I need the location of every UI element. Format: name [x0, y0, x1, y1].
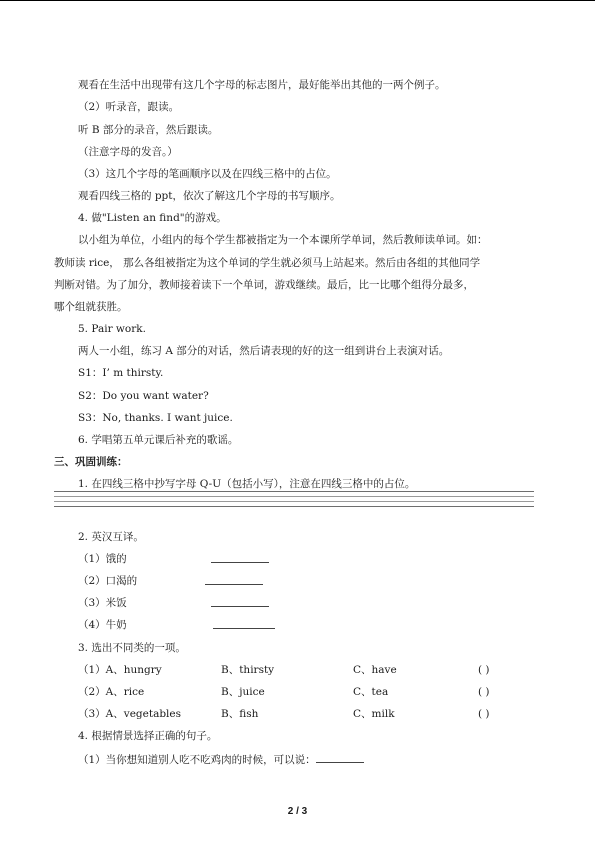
- answer-blank[interactable]: [205, 573, 263, 585]
- page-top-border: [0, 0, 595, 1]
- option-b: B、fish: [221, 708, 259, 720]
- translate-item-label: （1）饿的: [78, 553, 127, 565]
- answer-blank[interactable]: [211, 551, 269, 563]
- question-2: 2. 英汉互译。: [78, 531, 144, 543]
- text-line: 4. 做"Listen an find"的游戏。: [78, 212, 227, 224]
- text-line: 哪个组就获胜。: [54, 301, 128, 313]
- text-line: 教师读 rice， 那么各组被指定为这个单词的学生就必须马上站起来。然后由各组的其他同学: [54, 257, 481, 269]
- text-line: S3：No, thanks. I want juice.: [78, 412, 233, 424]
- text-line: S1：I’ m thirsty.: [78, 367, 164, 379]
- text-line: 6. 学唱第五单元课后补充的歌谣。: [78, 434, 239, 446]
- option-c: C、milk: [353, 708, 395, 720]
- answer-blank[interactable]: [211, 595, 269, 607]
- text-line: 5. Pair work.: [78, 323, 146, 335]
- text-line: 听 B 部分的录音，然后跟读。: [78, 124, 219, 136]
- text-line: S2：Do you want water?: [78, 390, 209, 402]
- option-a: （3）A、vegetables: [78, 708, 182, 720]
- answer-parentheses[interactable]: ( ): [478, 664, 490, 676]
- answer-blank[interactable]: [213, 617, 275, 629]
- question-3: 3. 选出不同类的一项。: [78, 642, 186, 654]
- text-line: （注意字母的发音。）: [78, 146, 178, 158]
- text-line: （3）这几个字母的笔画顺序以及在四线三格中的占位。: [78, 168, 337, 180]
- option-a: （2）A、rice: [78, 686, 145, 698]
- text-line: 以小组为单位，小组内的每个学生都被指定为一个本课所学单词，然后教师读单词。如：: [78, 234, 488, 246]
- text-line: 判断对错。为了加分，教师接着读下一个单词，游戏继续。最后，比一比哪个组得分最多，: [54, 279, 474, 291]
- page-number: 2 / 3: [287, 806, 308, 817]
- four-line-grid: [54, 491, 534, 511]
- answer-parentheses[interactable]: ( ): [478, 708, 490, 720]
- question-4-1-text: （1）当你想知道别人吃不吃鸡肉的时候，可以说：: [78, 754, 316, 766]
- answer-parentheses[interactable]: ( ): [478, 686, 490, 698]
- option-b: B、thirsty: [221, 664, 275, 676]
- text-line: 观看四线三格的 ppt，依次了解这几个字母的书写顺序。: [78, 190, 341, 202]
- question-4-1: [78, 751, 364, 767]
- section-heading: 三、巩固训练：: [54, 456, 128, 468]
- option-a: （1）A、hungry: [78, 664, 162, 676]
- text-line: 两人一小组，练习 A 部分的对话，然后请表现的好的这一组到讲台上表演对话。: [78, 345, 450, 357]
- translate-item-label: （3）米饭: [78, 597, 127, 609]
- translate-item-label: （2）口渴的: [78, 575, 138, 587]
- translate-item-label: （4）牛奶: [78, 619, 127, 631]
- translate-item: [78, 618, 127, 632]
- question-1: 1. 在四线三格中抄写字母 Q-U（包括小写），注意在四线三格中的占位。: [78, 478, 416, 490]
- text-line: 观看在生活中出现带有这几个字母的标志图片，最好能举出其他的一两个例子。: [78, 79, 446, 91]
- answer-blank[interactable]: [316, 751, 364, 763]
- question-4: 4. 根据情景选择正确的句子。: [78, 730, 218, 742]
- option-c: C、have: [353, 664, 397, 676]
- translate-item: [78, 552, 127, 566]
- option-c: C、tea: [353, 686, 389, 698]
- option-b: B、juice: [221, 686, 265, 698]
- translate-item: [78, 596, 127, 610]
- translate-item: [78, 574, 137, 588]
- text-line: （2）听录音，跟读。: [78, 101, 180, 113]
